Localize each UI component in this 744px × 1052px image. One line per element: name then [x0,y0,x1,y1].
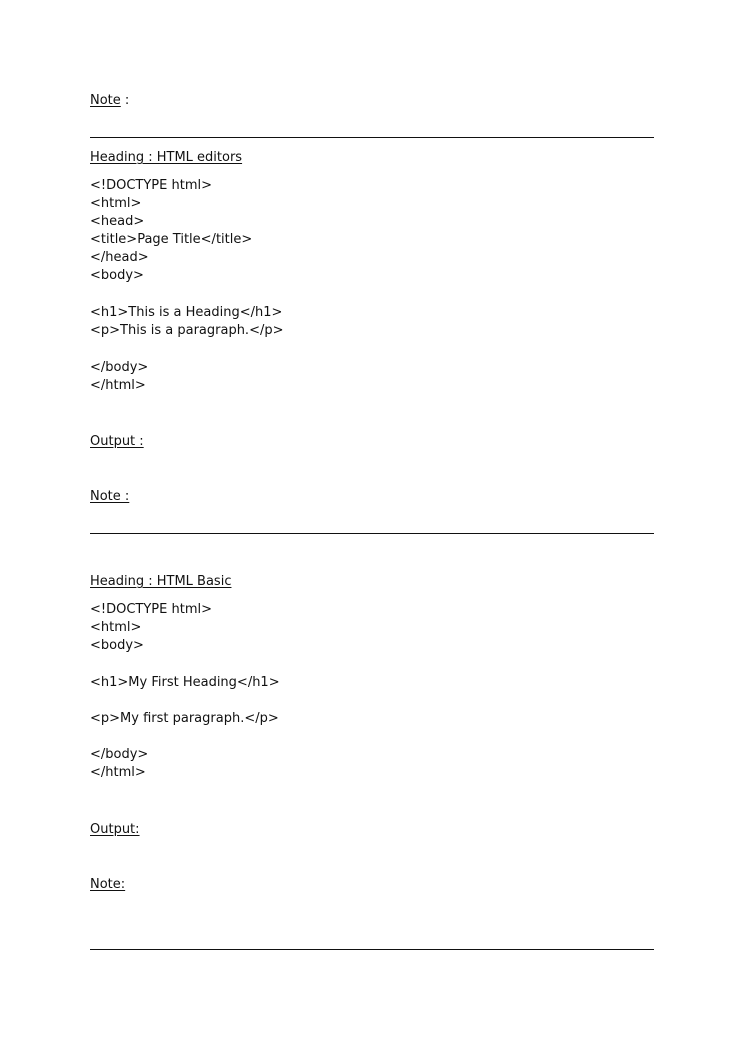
section2-code-line: <p>My first paragraph.</p> [90,711,279,726]
section2-note-label: Note: [90,877,126,892]
top-note-label: Note [90,93,121,108]
section2-code-line: </html> [90,765,146,780]
section1-code-line: </body> [90,360,149,375]
section1-heading: Heading : HTML editors [90,150,243,165]
top-note-suffix: : [120,93,130,108]
section1-code-line: <p>This is a paragraph.</p> [90,323,284,338]
section1-code-line: <body> [90,268,144,283]
section1-code-line: <h1>This is a Heading</h1> [90,305,283,320]
section1-note-label: Note : [90,489,130,504]
section1-code-line: </html> [90,378,146,393]
top-note [90,92,129,110]
divider-1 [90,137,654,138]
section2-code-line: </body> [90,747,149,762]
section2-output-label: Output: [90,822,140,837]
section2-code-line: <html> [90,620,142,635]
section1-code-line: <head> [90,214,145,229]
divider-3 [90,949,654,950]
section2-code-line: <!DOCTYPE html> [90,602,212,617]
section1-code-line: <!DOCTYPE html> [90,178,212,193]
section2-code-line: <h1>My First Heading</h1> [90,675,280,690]
section2-heading: Heading : HTML Basic [90,574,232,589]
section1-output-label: Output : [90,434,144,449]
divider-2 [90,533,654,534]
section1-code-line: </head> [90,250,149,265]
section1-code-line: <title>Page Title</title> [90,232,253,247]
section2-code-line: <body> [90,638,144,653]
section1-code-line: <html> [90,196,142,211]
